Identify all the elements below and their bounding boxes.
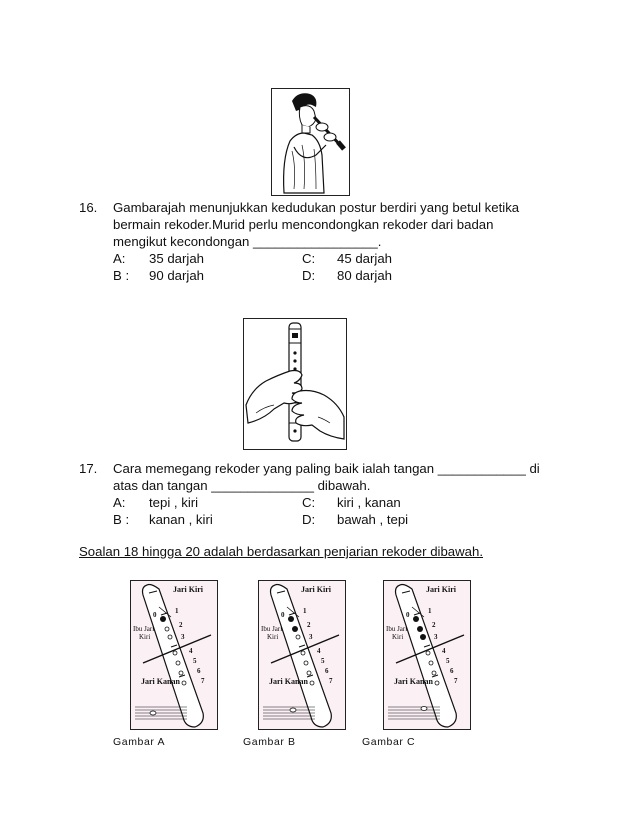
hole-2-c: 2: [432, 621, 436, 629]
label-ibu-jari-a-1: Ibu Jari: [133, 625, 155, 633]
hole-5-a: 5: [193, 657, 197, 665]
hole-1-c: 1: [428, 607, 432, 615]
hole-6-b: 6: [325, 667, 329, 675]
q17-option-b-key: B :: [113, 512, 130, 527]
q16-option-a-value: 35 darjah: [149, 251, 204, 266]
q16-option-d-value: 80 darjah: [337, 268, 392, 283]
q17-option-d-key: D:: [302, 512, 316, 527]
q17-option-d-value: bawah , tepi: [337, 512, 409, 527]
q16-line-1: Gambarajah menunjukkan kedudukan postur berdiri yang betul ketika: [113, 200, 520, 215]
q16-number: 16.: [79, 200, 98, 215]
label-jari-kiri-c: Jari Kiri: [426, 585, 456, 594]
recorder-diagram-icon: [259, 581, 345, 729]
caption-gambar-c: Gambar C: [362, 736, 416, 748]
hole-4-a: 4: [189, 647, 193, 655]
hole-2-b: 2: [307, 621, 311, 629]
q16-line-2: bermain rekoder.Murid perlu mencondongkan rekoder dari badan: [113, 217, 494, 232]
recorder-diagram-icon: [384, 581, 470, 729]
label-ibu-jari-b-1: Ibu Jari: [261, 625, 283, 633]
hole-4-c: 4: [442, 647, 446, 655]
fingering-chart-a: [130, 580, 218, 730]
hole-1-b: 1: [303, 607, 307, 615]
fingering-chart-c: [383, 580, 471, 730]
label-ibu-jari-a-2: Kiri: [139, 633, 151, 641]
hole-6-a: 6: [197, 667, 201, 675]
label-ibu-jari-c-1: Ibu Jari: [386, 625, 408, 633]
hole-3-b: 3: [309, 633, 313, 641]
hole-7-c: 7: [454, 677, 458, 685]
hole-4-b: 4: [317, 647, 321, 655]
hole-3-c: 3: [434, 633, 438, 641]
label-ibu-jari-c-2: Kiri: [392, 633, 404, 641]
caption-gambar-a: Gambar A: [113, 736, 166, 748]
hole-0-b: 0: [281, 611, 285, 619]
q17-number: 17.: [79, 461, 98, 476]
hole-6-c: 6: [450, 667, 454, 675]
hole-1-a: 1: [175, 607, 179, 615]
label-jari-kanan-a: Jari Kanan: [141, 677, 180, 686]
q17-option-c-key: C:: [302, 495, 316, 510]
label-jari-kiri-a: Jari Kiri: [173, 585, 203, 594]
q16-line-3: mengikut kecondongan _________________.: [113, 234, 382, 249]
recorder-player-icon: [272, 89, 349, 195]
hole-3-a: 3: [181, 633, 185, 641]
label-jari-kanan-b: Jari Kanan: [269, 677, 308, 686]
hands-holding-illustration: [243, 318, 347, 450]
q16-option-b-value: 90 darjah: [149, 268, 204, 283]
section-heading: Soalan 18 hingga 20 adalah berdasarkan penjarian rekoder dibawah.: [79, 544, 483, 559]
q16-option-a-key: A:: [113, 251, 126, 266]
fingering-chart-b: [258, 580, 346, 730]
hole-5-c: 5: [446, 657, 450, 665]
q16-option-c-value: 45 darjah: [337, 251, 392, 266]
caption-gambar-b: Gambar B: [243, 736, 296, 748]
q17-option-c-value: kiri , kanan: [337, 495, 401, 510]
label-jari-kanan-c: Jari Kanan: [394, 677, 433, 686]
hands-recorder-icon: [244, 319, 346, 449]
hole-0-a: 0: [153, 611, 157, 619]
label-ibu-jari-b-2: Kiri: [267, 633, 279, 641]
hole-7-a: 7: [201, 677, 205, 685]
q17-line-1: Cara memegang rekoder yang paling baik ialah tangan ____________ di: [113, 461, 540, 476]
q17-option-a-key: A:: [113, 495, 126, 510]
hole-0-c: 0: [406, 611, 410, 619]
q16-option-c-key: C:: [302, 251, 316, 266]
hole-2-a: 2: [179, 621, 183, 629]
q16-option-d-key: D:: [302, 268, 316, 283]
q17-option-b-value: kanan , kiri: [149, 512, 213, 527]
posture-illustration: [271, 88, 350, 196]
q17-option-a-value: tepi , kiri: [149, 495, 199, 510]
q16-option-b-key: B :: [113, 268, 130, 283]
recorder-diagram-icon: [131, 581, 217, 729]
label-jari-kiri-b: Jari Kiri: [301, 585, 331, 594]
hole-7-b: 7: [329, 677, 333, 685]
hole-5-b: 5: [321, 657, 325, 665]
q17-line-2: atas dan tangan ______________ dibawah.: [113, 478, 371, 493]
